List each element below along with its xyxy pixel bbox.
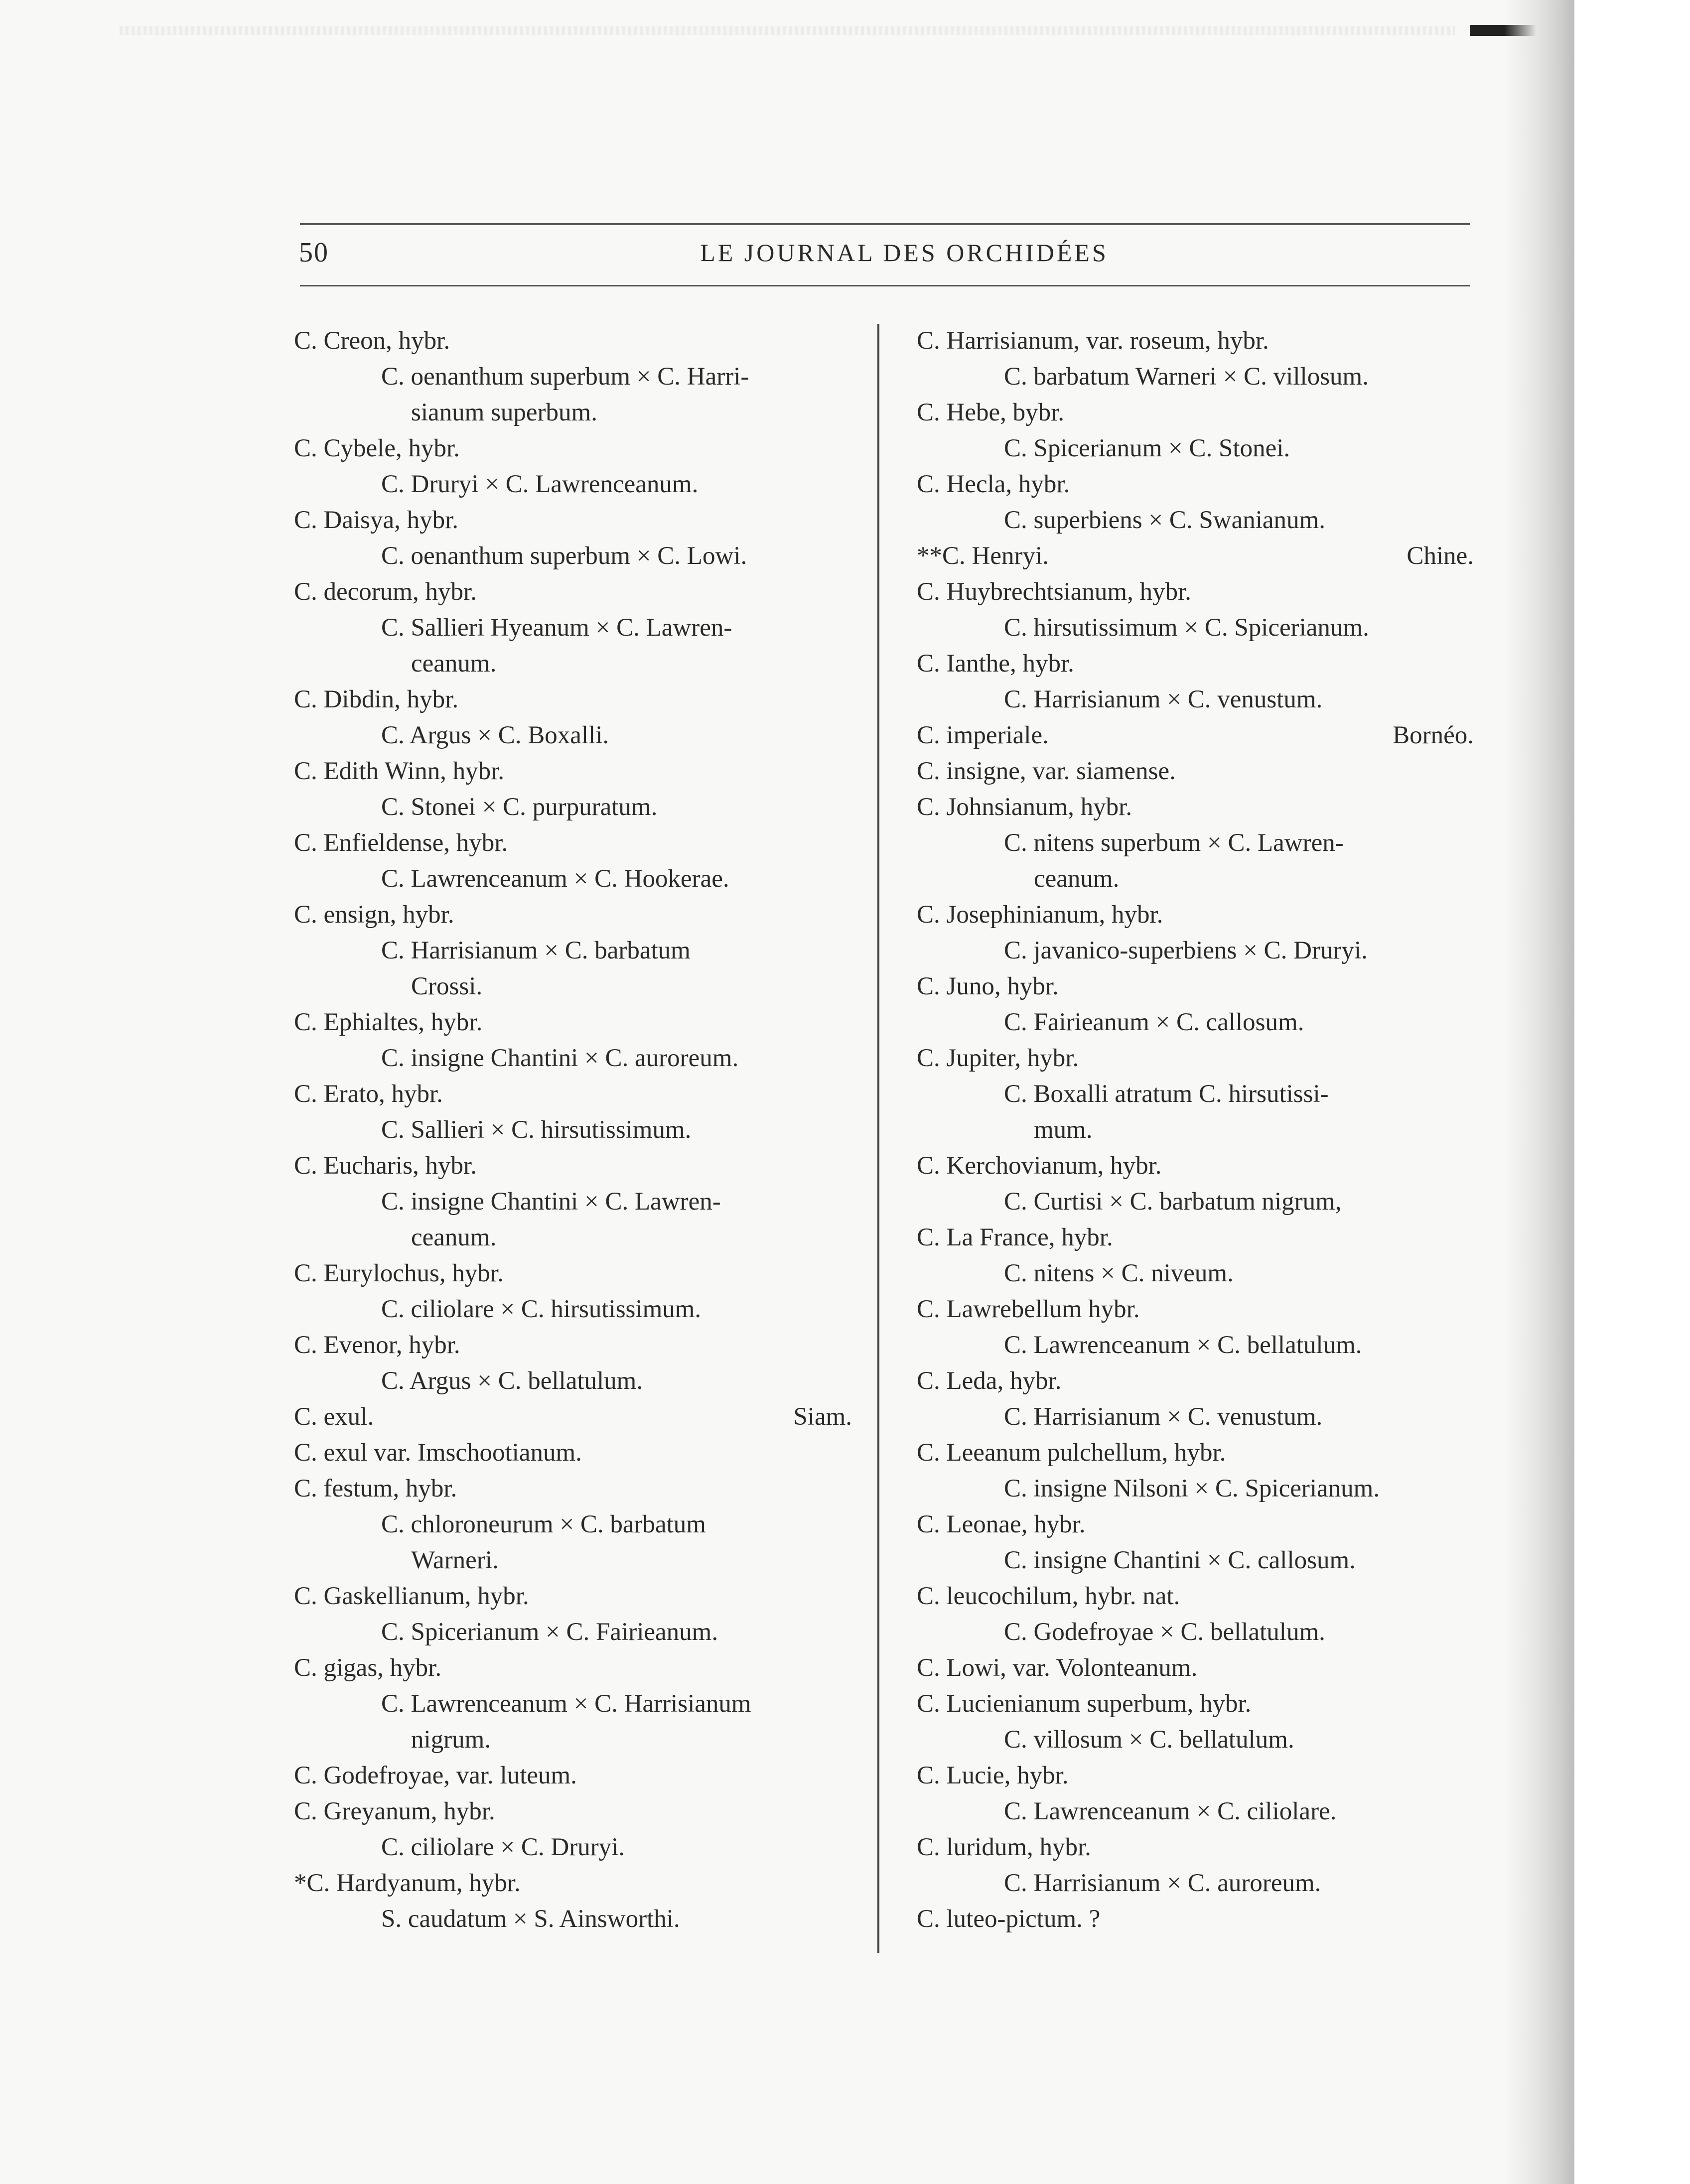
species-entry <box>917 1650 1474 1686</box>
hybrid-parentage <box>294 538 852 574</box>
entry-text: S. caudatum × S. Ainsworthi. <box>381 1905 680 1933</box>
hybrid-parentage <box>917 1004 1474 1040</box>
hybrid-parentage <box>917 1793 1474 1829</box>
header-rule-top <box>300 223 1470 225</box>
hybrid-parentage <box>294 1614 852 1650</box>
entry-text: ceanum. <box>411 1224 497 1251</box>
hybrid-parentage <box>917 1184 1474 1220</box>
species-entry <box>917 538 1474 574</box>
species-entry <box>294 897 852 933</box>
entry-text: mum. <box>1034 1116 1093 1144</box>
entry-text: C. Hebe, bybr. <box>917 399 1065 426</box>
entry-text: C. Cybele, hybr. <box>294 434 460 462</box>
entry-text: C. Eucharis, hybr. <box>294 1152 477 1180</box>
species-entry <box>294 1399 852 1435</box>
entry-text: C. exul. <box>294 1403 374 1431</box>
species-entry <box>917 1220 1474 1255</box>
entry-text: C. exul var. Imschootianum. <box>294 1439 582 1467</box>
hybrid-parentage <box>294 359 852 395</box>
entry-text: C. Spicerianum × C. Stonei. <box>1004 434 1290 462</box>
entry-text: C. Fairieanum × C. callosum. <box>1004 1008 1304 1036</box>
left-column <box>294 323 852 1937</box>
hybrid-parentage <box>294 610 852 646</box>
hybrid-parentage <box>294 1112 852 1148</box>
hybrid-parentage <box>294 1040 852 1076</box>
species-entry <box>917 1578 1474 1614</box>
hybrid-parentage <box>917 359 1474 395</box>
hybrid-parentage <box>917 502 1474 538</box>
entry-text: C. Ianthe, hybr. <box>917 650 1074 678</box>
hybrid-parentage <box>917 1614 1474 1650</box>
entry-text: C. Johnsianum, hybr. <box>917 793 1132 821</box>
hybrid-parentage <box>917 610 1474 646</box>
entry-text: C. Lawrenceanum × C. Hookerae. <box>381 865 729 893</box>
entry-text: C. Stonei × C. purpuratum. <box>381 793 658 821</box>
entry-text: C. Eurylochus, hybr. <box>294 1259 504 1287</box>
entry-text: C. Kerchovianum, hybr. <box>917 1152 1162 1180</box>
species-entry <box>917 1148 1474 1184</box>
species-entry <box>294 430 852 466</box>
entry-text: C. Jupiter, hybr. <box>917 1044 1079 1072</box>
running-head: LE JOURNAL DES ORCHIDÉES <box>700 239 1109 267</box>
origin-location: Siam. <box>793 1403 852 1431</box>
entry-text: C. Lawrebellum hybr. <box>917 1295 1140 1323</box>
entry-text: C. Lowi, var. Volonteanum. <box>917 1654 1198 1682</box>
species-entry <box>917 1829 1474 1865</box>
species-entry <box>917 395 1474 430</box>
species-entry <box>917 1506 1474 1542</box>
entry-text: C. Leeanum pulchellum, hybr. <box>917 1439 1226 1467</box>
entry-text: C. luteo-pictum. ? <box>917 1905 1101 1933</box>
species-entry <box>294 1435 852 1471</box>
parentage-continuation <box>294 395 852 430</box>
species-entry <box>294 1471 852 1506</box>
species-entry <box>294 1255 852 1291</box>
hybrid-parentage <box>917 1399 1474 1435</box>
hybrid-parentage <box>294 1184 852 1220</box>
hybrid-parentage <box>917 1471 1474 1506</box>
species-entry <box>294 682 852 717</box>
entry-text: C. imperiale. <box>917 721 1049 749</box>
entry-text: C. Josephinianum, hybr. <box>917 901 1163 929</box>
species-entry <box>917 789 1474 825</box>
parentage-continuation <box>294 1722 852 1758</box>
entry-text: C. Gaskellianum, hybr. <box>294 1582 529 1610</box>
species-entry <box>294 1148 852 1184</box>
species-entry <box>917 1686 1474 1722</box>
entry-text: C. Daisya, hybr. <box>294 506 459 534</box>
entry-text: C. Huybrechtsianum, hybr. <box>917 578 1192 606</box>
page-edge-shadow <box>1505 0 1574 2184</box>
species-entry <box>917 717 1474 753</box>
entry-text: C. Boxalli atratum C. hirsutissi- <box>1004 1080 1329 1108</box>
entry-text: C. Sallieri Hyeanum × C. Lawren- <box>381 614 732 642</box>
entry-text: C. insigne, var. siamense. <box>917 757 1176 785</box>
hybrid-parentage <box>917 1255 1474 1291</box>
hybrid-parentage <box>294 1506 852 1542</box>
entry-text: **C. Henryi. <box>917 542 1049 570</box>
hybrid-parentage <box>294 1686 852 1722</box>
entry-text: Warneri. <box>411 1546 499 1574</box>
entry-text: C. Druryi × C. Lawrenceanum. <box>381 470 699 498</box>
hybrid-parentage <box>294 933 852 968</box>
entry-text: C. Godefroyae, var. luteum. <box>294 1762 577 1789</box>
species-entry <box>917 897 1474 933</box>
scan-top-strip <box>120 26 1455 35</box>
entry-text: C. Ephialtes, hybr. <box>294 1008 483 1036</box>
hybrid-parentage <box>917 1327 1474 1363</box>
entry-text: ceanum. <box>411 650 497 678</box>
entry-text: C. Leonae, hybr. <box>917 1510 1086 1538</box>
entry-text: C. Lawrenceanum × C. Harrisianum <box>381 1690 751 1718</box>
entry-text: C. Harrisianum × C. venustum. <box>1004 1403 1323 1431</box>
entry-text: Crossi. <box>411 972 483 1000</box>
hybrid-parentage <box>294 717 852 753</box>
entry-text: C. Curtisi × C. barbatum nigrum, <box>1004 1188 1342 1216</box>
right-column <box>917 323 1474 1937</box>
entry-text: sianum superbum. <box>411 399 597 426</box>
parentage-continuation <box>917 861 1474 897</box>
entry-text: C. Argus × C. Boxalli. <box>381 721 609 749</box>
entry-text: C. luridum, hybr. <box>917 1833 1091 1861</box>
species-entry <box>917 1040 1474 1076</box>
entry-text: C. Hecla, hybr. <box>917 470 1070 498</box>
hybrid-parentage <box>294 466 852 502</box>
entry-text: C. barbatum Warneri × C. villosum. <box>1004 363 1369 391</box>
species-entry <box>294 1793 852 1829</box>
entry-text: C. ciliolare × C. Druryi. <box>381 1833 625 1861</box>
entry-text: C. leucochilum, hybr. nat. <box>917 1582 1180 1610</box>
hybrid-parentage <box>294 861 852 897</box>
entry-text: C. insigne Chantini × C. callosum. <box>1004 1546 1356 1574</box>
species-entry <box>917 1758 1474 1793</box>
entry-text: C. nitens × C. niveum. <box>1004 1259 1234 1287</box>
entry-text: C. Enfieldense, hybr. <box>294 829 508 857</box>
entry-text: C. nitens superbum × C. Lawren- <box>1004 829 1344 857</box>
entry-text: C. ciliolare × C. hirsutissimum. <box>381 1295 702 1323</box>
entry-text: C. Evenor, hybr. <box>294 1331 460 1359</box>
species-entry <box>294 1004 852 1040</box>
species-entry <box>917 1435 1474 1471</box>
hybrid-parentage <box>294 1901 852 1937</box>
species-entry <box>294 1650 852 1686</box>
species-entry <box>917 574 1474 610</box>
entry-text: nigrum. <box>411 1726 491 1754</box>
header-rule-bottom <box>300 285 1470 286</box>
entry-text: C. festum, hybr. <box>294 1475 457 1502</box>
species-entry <box>294 502 852 538</box>
entry-text: C. Lucie, hybr. <box>917 1762 1069 1789</box>
entry-text: C. Harrisianum × C. barbatum <box>381 937 691 964</box>
species-entry <box>294 753 852 789</box>
species-entry <box>294 825 852 861</box>
species-entry <box>917 968 1474 1004</box>
entry-text: C. Harrisianum × C. auroreum. <box>1004 1869 1321 1897</box>
species-entry <box>917 323 1474 359</box>
entry-text: C. Spicerianum × C. Fairieanum. <box>381 1618 718 1646</box>
hybrid-parentage <box>917 682 1474 717</box>
entry-text: C. La France, hybr. <box>917 1224 1113 1251</box>
entry-text: C. oenanthum superbum × C. Lowi. <box>381 542 747 570</box>
entry-text: C. gigas, hybr. <box>294 1654 442 1682</box>
entry-text: C. Greyanum, hybr. <box>294 1797 495 1825</box>
species-entry <box>917 646 1474 682</box>
entry-text: C. Creon, hybr. <box>294 327 450 355</box>
entry-text: C. Harrisianum × C. venustum. <box>1004 685 1323 713</box>
species-entry <box>294 1758 852 1793</box>
entry-text: C. villosum × C. bellatulum. <box>1004 1726 1294 1754</box>
parentage-continuation <box>917 1112 1474 1148</box>
hybrid-parentage <box>294 789 852 825</box>
entry-text: C. Erato, hybr. <box>294 1080 443 1108</box>
species-entry <box>294 574 852 610</box>
entry-text: C. Dibdin, hybr. <box>294 685 459 713</box>
entry-text: *C. Hardyanum, hybr. <box>294 1869 521 1897</box>
entry-text: C. Godefroyae × C. bellatulum. <box>1004 1618 1325 1646</box>
entry-text: C. Sallieri × C. hirsutissimum. <box>381 1116 692 1144</box>
species-entry <box>294 1865 852 1901</box>
entry-text: C. decorum, hybr. <box>294 578 477 606</box>
origin-location: Bornéo. <box>1393 721 1474 749</box>
entry-text: C. insigne Chantini × C. Lawren- <box>381 1188 721 1216</box>
hybrid-parentage <box>917 1076 1474 1112</box>
entry-text: C. ensign, hybr. <box>294 901 454 929</box>
parentage-continuation <box>294 1220 852 1255</box>
hybrid-parentage <box>294 1291 852 1327</box>
column-divider <box>877 324 879 1953</box>
entry-text: C. superbiens × C. Swanianum. <box>1004 506 1325 534</box>
entry-text: C. Harrisianum, var. roseum, hybr. <box>917 327 1269 355</box>
hybrid-parentage <box>917 1542 1474 1578</box>
entry-text: C. oenanthum superbum × C. Harri- <box>381 363 749 391</box>
hybrid-parentage <box>917 1865 1474 1901</box>
entry-text: C. insigne Nilsoni × C. Spicerianum. <box>1004 1475 1380 1502</box>
hybrid-parentage <box>294 1363 852 1399</box>
entry-text: C. chloroneurum × C. barbatum <box>381 1510 706 1538</box>
hybrid-parentage <box>917 430 1474 466</box>
species-entry <box>294 323 852 359</box>
hybrid-parentage <box>917 1722 1474 1758</box>
species-entry <box>917 1901 1474 1937</box>
entry-text: C. Juno, hybr. <box>917 972 1059 1000</box>
entry-text: C. hirsutissimum × C. Spicerianum. <box>1004 614 1369 642</box>
hybrid-parentage <box>917 933 1474 968</box>
entry-text: C. Leda, hybr. <box>917 1367 1062 1395</box>
species-entry <box>294 1578 852 1614</box>
species-entry <box>294 1327 852 1363</box>
species-entry <box>917 1363 1474 1399</box>
entry-text: C. Lawrenceanum × C. bellatulum. <box>1004 1331 1362 1359</box>
entry-text: C. javanico-superbiens × C. Druryi. <box>1004 937 1368 964</box>
hybrid-parentage <box>917 825 1474 861</box>
species-entry <box>917 466 1474 502</box>
parentage-continuation <box>294 968 852 1004</box>
entry-text: C. Lucienianum superbum, hybr. <box>917 1690 1252 1718</box>
hybrid-parentage <box>294 1829 852 1865</box>
entry-text: C. insigne Chantini × C. auroreum. <box>381 1044 739 1072</box>
species-entry <box>917 1291 1474 1327</box>
entry-text: ceanum. <box>1034 865 1120 893</box>
entry-text: C. Edith Winn, hybr. <box>294 757 505 785</box>
page-number: 50 <box>299 237 329 268</box>
origin-location: Chine. <box>1407 542 1474 570</box>
species-entry <box>917 753 1474 789</box>
parentage-continuation <box>294 646 852 682</box>
parentage-continuation <box>294 1542 852 1578</box>
entry-text: C. Argus × C. bellatulum. <box>381 1367 643 1395</box>
entry-text: C. Lawrenceanum × C. ciliolare. <box>1004 1797 1337 1825</box>
species-entry <box>294 1076 852 1112</box>
